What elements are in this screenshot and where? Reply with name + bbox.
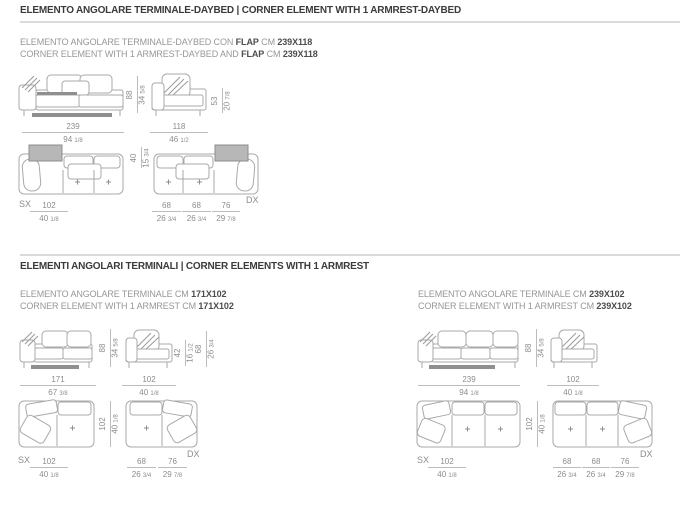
corner171-plan-dx-drawing <box>124 399 198 449</box>
corner171-seat-height-dim: 42 16 1/2 <box>174 340 196 366</box>
flap-depth-dim: 40 15 3/4 <box>129 147 151 168</box>
corner171-subtitle-it: ELEMENTO ANGOLARE TERMINALE CM 171X102 <box>20 289 227 299</box>
corner239-height-dim: 88 34 5/8 <box>525 329 547 367</box>
corner239-depth-dim: 102 40 1/8 <box>547 375 599 399</box>
dx-label: DX <box>246 195 259 205</box>
sx-label: SX <box>18 455 31 465</box>
seat-width-dim-2: 68 26 3/4 <box>182 201 211 225</box>
daybed-plan-sx-drawing <box>18 144 125 196</box>
section1-subtitle-it: ELEMENTO ANGOLARE TERMINALE-DAYBED CON FLAP CM 239X118 <box>20 37 313 47</box>
daybed-depth-dim: 118 46 1/2 <box>150 122 208 146</box>
section2-title: ELEMENTI ANGOLARI TERMINALI | CORNER ELEMENTS WITH 1 ARMREST <box>20 261 369 272</box>
daybed-seat-height-dim: 53 20 7/8 <box>211 88 233 113</box>
section1-title: ELEMENTO ANGOLARE TERMINALE-DAYBED | CORNER ELEMENT WITH 1 ARMREST-DAYBED <box>20 5 462 16</box>
section1-divider <box>20 21 680 23</box>
corner171-height-dim: 88 34 5/8 <box>99 329 121 367</box>
corner239-seat-width-dim-2: 68 26 3/4 <box>582 457 610 481</box>
daybed-plan-dx-drawing <box>152 144 259 196</box>
daybed-side-elevation-drawing <box>150 69 208 121</box>
dx-label: DX <box>187 449 200 459</box>
corner239-seat-width-dim-1: 68 26 3/4 <box>553 457 581 481</box>
corner239-armrest-width-dim: 102 40 1/8 <box>428 457 466 481</box>
corner239-width-dim: 239 94 1/8 <box>418 375 520 399</box>
daybed-width-dim: 239 94 1/8 <box>22 122 124 146</box>
corner171-plan-sx-drawing <box>18 399 96 449</box>
corner239-plan-depth-dim: 102 40 1/8 <box>526 401 548 447</box>
seat-width-dim-1: 68 26 3/4 <box>152 201 181 225</box>
corner171-armrest-height-dim: 68 26 3/4 <box>195 331 217 367</box>
corner171-seat-width-dim-2: 76 29 7/8 <box>158 457 187 481</box>
sx-label: SX <box>417 455 430 465</box>
corner171-width-dim: 171 67 3/8 <box>20 375 96 399</box>
corner171-seat-width-dim-1: 68 26 3/4 <box>127 457 156 481</box>
armrest-width-dim: 102 40 1/8 <box>30 201 68 225</box>
section2-divider <box>20 254 680 256</box>
corner171-depth-dim: 102 40 1/8 <box>122 375 176 399</box>
corner171-subtitle-en: CORNER ELEMENT WITH 1 ARMREST CM 171X102 <box>20 301 234 311</box>
corner171-front-elevation-drawing <box>18 326 96 372</box>
corner239-subtitle-it: ELEMENTO ANGOLARE TERMINALE CM 239X102 <box>418 289 625 299</box>
corner239-seat-width-dim-3: 76 29 7/8 <box>611 457 639 481</box>
sx-label: SX <box>19 199 32 209</box>
dx-label: DX <box>640 449 653 459</box>
daybed-height-dim: 88 34 5/8 <box>126 76 148 113</box>
corner239-plan-dx-drawing <box>551 399 653 449</box>
corner239-side-elevation-drawing <box>549 326 599 372</box>
corner171-plan-depth-dim: 102 40 1/8 <box>99 401 121 447</box>
corner239-plan-sx-drawing <box>416 399 522 449</box>
section1-subtitle-en: CORNER ELEMENT WITH 1 ARMREST-DAYBED AND FLAP CM 239X118 <box>20 49 318 59</box>
daybed-front-elevation-drawing <box>17 69 127 121</box>
corner171-side-elevation-drawing <box>124 326 174 372</box>
corner239-front-elevation-drawing <box>416 326 522 372</box>
seat-width-dim-3: 76 29 7/8 <box>212 201 240 225</box>
corner239-subtitle-en: CORNER ELEMENT WITH 1 ARMREST CM 239X102 <box>418 301 632 311</box>
corner171-armrest-width-dim: 102 40 1/8 <box>30 457 68 481</box>
